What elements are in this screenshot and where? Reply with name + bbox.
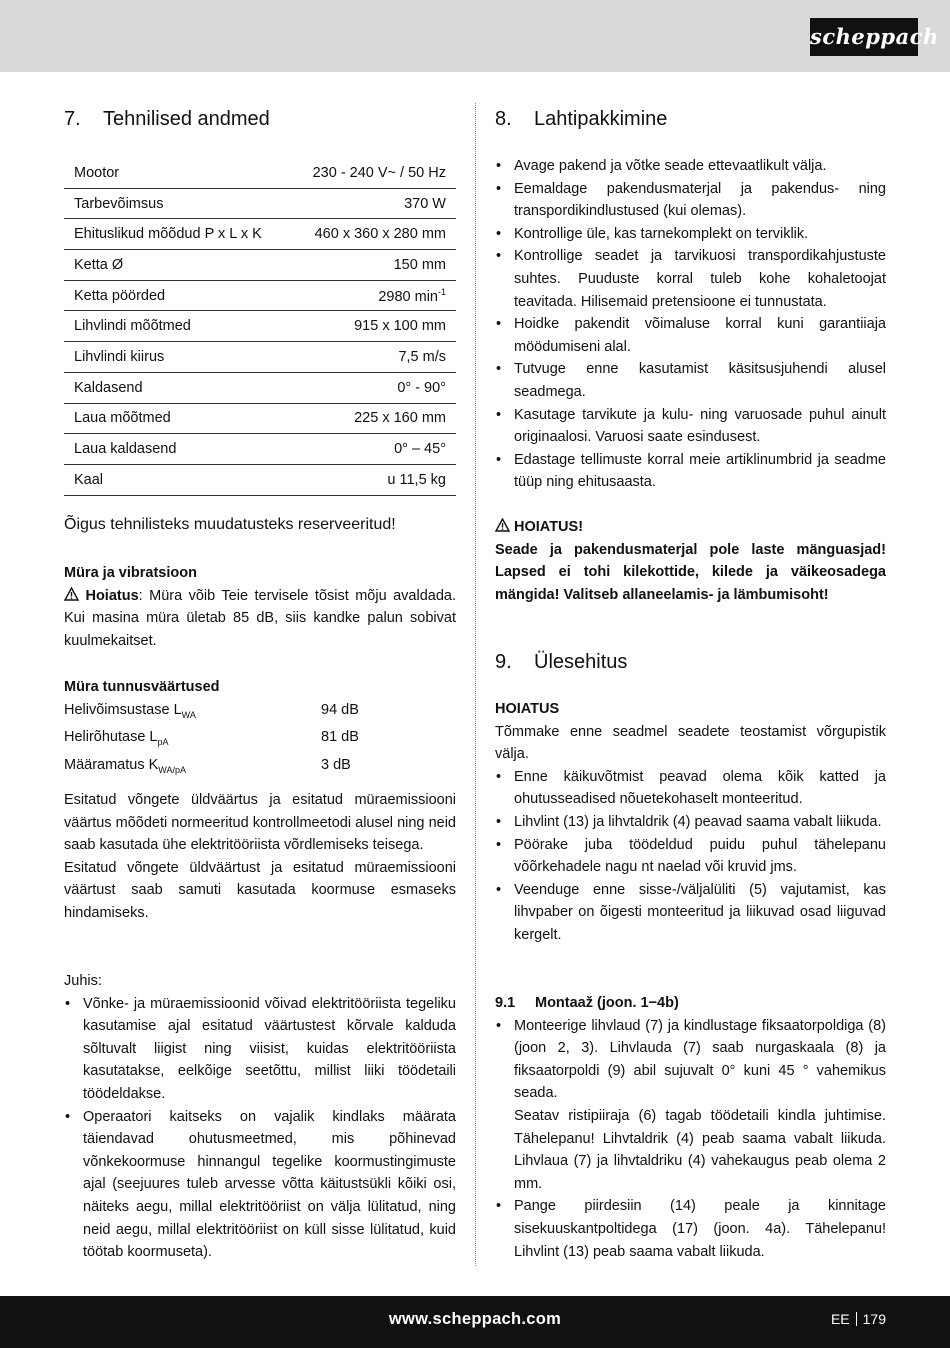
spec-value: 230 - 240 V~ / 50 Hz — [291, 158, 456, 188]
noise-section — [64, 562, 456, 652]
list-item: • Kontrollige üle, kas tarnekomplekt on terviklik. — [495, 223, 886, 246]
montage-list — [495, 1015, 886, 1264]
section-9-heading: 9. Ülesehitus — [495, 651, 628, 673]
spec-label: Ehituslikud mõõdud P x L x K — [64, 219, 291, 250]
list-item: • Kontrollige seadet ja tarvikuosi transpordikahjustuste suhtes. Puuduste korral tuleb kohe kohaletoojat teavitada. Hilisemaid pretensioone ei tunnustata. — [495, 245, 886, 313]
notes-label: Juhis: — [64, 973, 102, 989]
warning-label: HOIATUS! — [514, 519, 584, 535]
page-header — [0, 0, 950, 72]
spec-value: 915 x 100 mm — [291, 311, 456, 342]
spec-label: Laua mõõtmed — [64, 403, 291, 434]
spec-label: Laua kaldasend — [64, 434, 291, 465]
spec-value: 460 x 360 x 280 mm — [291, 219, 456, 250]
warning-text: Seade ja pakendusmaterjal pole laste mänguasjad! Lapsed ei tohi kilekottide, kilede ja väikeosadega mängida! Valitseb allaneelamis- ja lämbumisoht! — [495, 541, 886, 603]
spec-label: Mootor — [64, 158, 291, 188]
page-separator — [856, 1312, 857, 1326]
spec-value: 370 W — [291, 188, 456, 219]
spec-value: 7,5 m/s — [291, 342, 456, 373]
list-item: • Edastage tellimuste korral meie artiklinumbrid ja seadme tüüp ning ehitusaasta. — [495, 449, 886, 494]
list-item: • Võnke- ja müraemissioonid võivad elektritööriista tegeliku kasutamise ajal esitatud väärtustest kõrvale kalduda sõltuvalt liigist ning viisist, kuidas elektritööriista kasutatakse, eelkõige seetõttu, millist liiki töödetaili töödeldakse. — [64, 993, 456, 1106]
spec-row — [64, 188, 456, 219]
emission-paragraphs — [64, 789, 456, 925]
list-item: • Operaatori kaitseks on vajalik kindlaks määrata täiendavad ohutusmeetmed, mis põhinevad võnkekoormuse hinnangul tegelike koormustingimuste ajal (seejuures tuleb arvesse võtta käitustsükli kõiki osi, näiteks aegu, millal elektritööriist on välja lülitatud, ning neid aegu, millal elektritööriist on küll sisse lülitatud, kuid töötab koormuseta). — [64, 1106, 456, 1264]
noise-values-heading: Müra tunnusväärtused — [64, 679, 220, 695]
spec-value: 225 x 160 mm — [291, 403, 456, 434]
emission-paragraph-2: Esitatud võngete üldväärtust ja esitatud müraemissiooni väärtust saab samuti kasutada koormuse esmaseks hindamiseks. — [64, 859, 456, 921]
spec-row — [64, 342, 456, 373]
rights-reserved-note: Õigus tehnilisteks muudatusteks reserveeritud! — [64, 516, 396, 533]
footer-website-link[interactable]: www.scheppach.com — [388, 1310, 562, 1328]
warning-triangle-icon — [495, 518, 510, 532]
noise-value-row: Määramatus $K_{WA/pA}$ 3 dB — [64, 756, 351, 775]
spec-value: 0° – 45° — [291, 434, 456, 465]
spec-label: Ketta pöörded — [64, 280, 291, 311]
spec-row — [64, 403, 456, 434]
spec-label: Lihvlindi mõõtmed — [64, 311, 291, 342]
spec-label: Kaldasend — [64, 372, 291, 403]
spec-label: Lihvlindi kiirus — [64, 342, 291, 373]
noise-value-row: Helivõimsustase $L_{WA}$ 94 dB — [64, 701, 359, 720]
spec-row — [64, 434, 456, 465]
spec-row — [64, 372, 456, 403]
spec-value: 2980 $\min^{-1}$ — [291, 280, 456, 311]
column-divider — [475, 103, 476, 1266]
section-9-1 — [495, 992, 886, 1263]
list-item: • Lihvlint (13) ja lihvtaldrik (4) peavad saama vabalt liikuda. — [495, 811, 886, 834]
list-item: • Monteerige lihvlaud (7) ja kindlustage fiksaatorpoldiga (8) (joon 2, 3). Lihvlauda (7) saab nurgaskaala (8) ja fiksaatorpoldi (9) abil sujuvalt 0° kuni 45 ° vahemikus seada. Seatav ristipiiraja (6) tagab töödetaili kindla juhtimise. Tähelepanu! Lihvtaldrik (4) peab saama vabalt liikuda. Lihvlaua (7) ja lihvtaldriku (4) vahekaugus peab olema 2 mm. — [495, 1015, 886, 1196]
list-item: • Eemaldage pakendusmaterjal ja pakendus- ning transpordikindlustused (kui olemas). — [495, 178, 886, 223]
section-7-heading: 7. Tehnilised andmed — [64, 108, 270, 130]
spec-row — [64, 464, 456, 495]
spec-row — [64, 250, 456, 281]
brand-logo: scheppach — [810, 18, 918, 56]
unpacking-list — [495, 155, 886, 494]
assembly-section — [495, 698, 886, 947]
spec-label: Kaal — [64, 464, 291, 495]
list-item: • Hoidke pakendit võimaluse korral kuni garantiiaja möödumiseni alal. — [495, 313, 886, 358]
noise-value-row: Helirõhutase $L_{pA}$ 81 dB — [64, 729, 359, 747]
spec-value: u 11,5 kg — [291, 464, 456, 495]
spec-row — [64, 311, 456, 342]
list-item: • Pöörake juba töödeldud puidu puhul tähelepanu võõrkehadele nagu nt naelad või kruvid jms. — [495, 834, 886, 879]
spec-row — [64, 219, 456, 250]
noise-values — [64, 676, 456, 781]
noise-warning: Hoiatus: Müra võib Teie tervisele tõsist mõju avaldada. Kui masina müra ületab 85 dB, siis kandke palun sobivat kuulmekaitset. — [64, 587, 456, 649]
list-item: • Enne käikuvõtmist peavad olema kõik katted ja ohutusseadised nõuetekohaselt monteeritud. — [495, 766, 886, 811]
page-number: EE 179 — [830, 1311, 886, 1327]
spec-label: Ketta Ø — [64, 250, 291, 281]
list-item: • Avage pakend ja võtke seade ettevaatlikult välja. — [495, 155, 886, 178]
emission-paragraph-1: Esitatud võngete üldväärtus ja esitatud müraemissiooni väärtus mõõdeti normeeritud kontrollmeetodi alusel ning neid saab kasutada ühe elektritööriista võrdlemiseks teisega. — [64, 792, 456, 854]
child-warning — [495, 516, 886, 606]
list-item: • Pange piirdesiin (14) peale ja kinnitage sisekuuskantpoltidega (17) (joon. 4a). Tähelepanu! Lihvlint (13) peab saama vabalt liikuda. — [495, 1195, 886, 1263]
technical-data-table — [64, 158, 456, 496]
section-9-1-heading: 9.1 Montaaž (joon. 1−4b) — [495, 995, 679, 1011]
list-item: • Tutvuge enne kasutamist käsitsusjuhendi alusel seadmega. — [495, 358, 886, 403]
spec-row — [64, 280, 456, 311]
notes-list — [64, 993, 456, 1264]
hoiatus-text: Tõmmake enne seadmel seadete teostamist võrgupistik välja. — [495, 723, 886, 763]
page-footer — [0, 1296, 950, 1348]
assembly-list — [495, 766, 886, 947]
noise-heading: Müra ja vibratsioon — [64, 565, 197, 581]
warning-triangle-icon — [64, 587, 79, 601]
list-item: • Kasutage tarvikute ja kulu- ning varuosade puhul ainult originaalosi. Varuosi saate esindusest. — [495, 404, 886, 449]
spec-value: 150 mm — [291, 250, 456, 281]
notes-section — [64, 970, 456, 1264]
list-item: • Veenduge enne sisse-/väljalüliti (5) vajutamist, kas lihvpaber on õigesti monteeritud ja liikuvad osad liiguvad kergelt. — [495, 879, 886, 947]
section-8-heading: 8. Lahtipakkimine — [495, 108, 668, 130]
spec-label: Tarbevõimsus — [64, 188, 291, 219]
spec-row — [64, 158, 456, 188]
spec-value: 0° - 90° — [291, 372, 456, 403]
hoiatus-label: HOIATUS — [495, 701, 560, 717]
